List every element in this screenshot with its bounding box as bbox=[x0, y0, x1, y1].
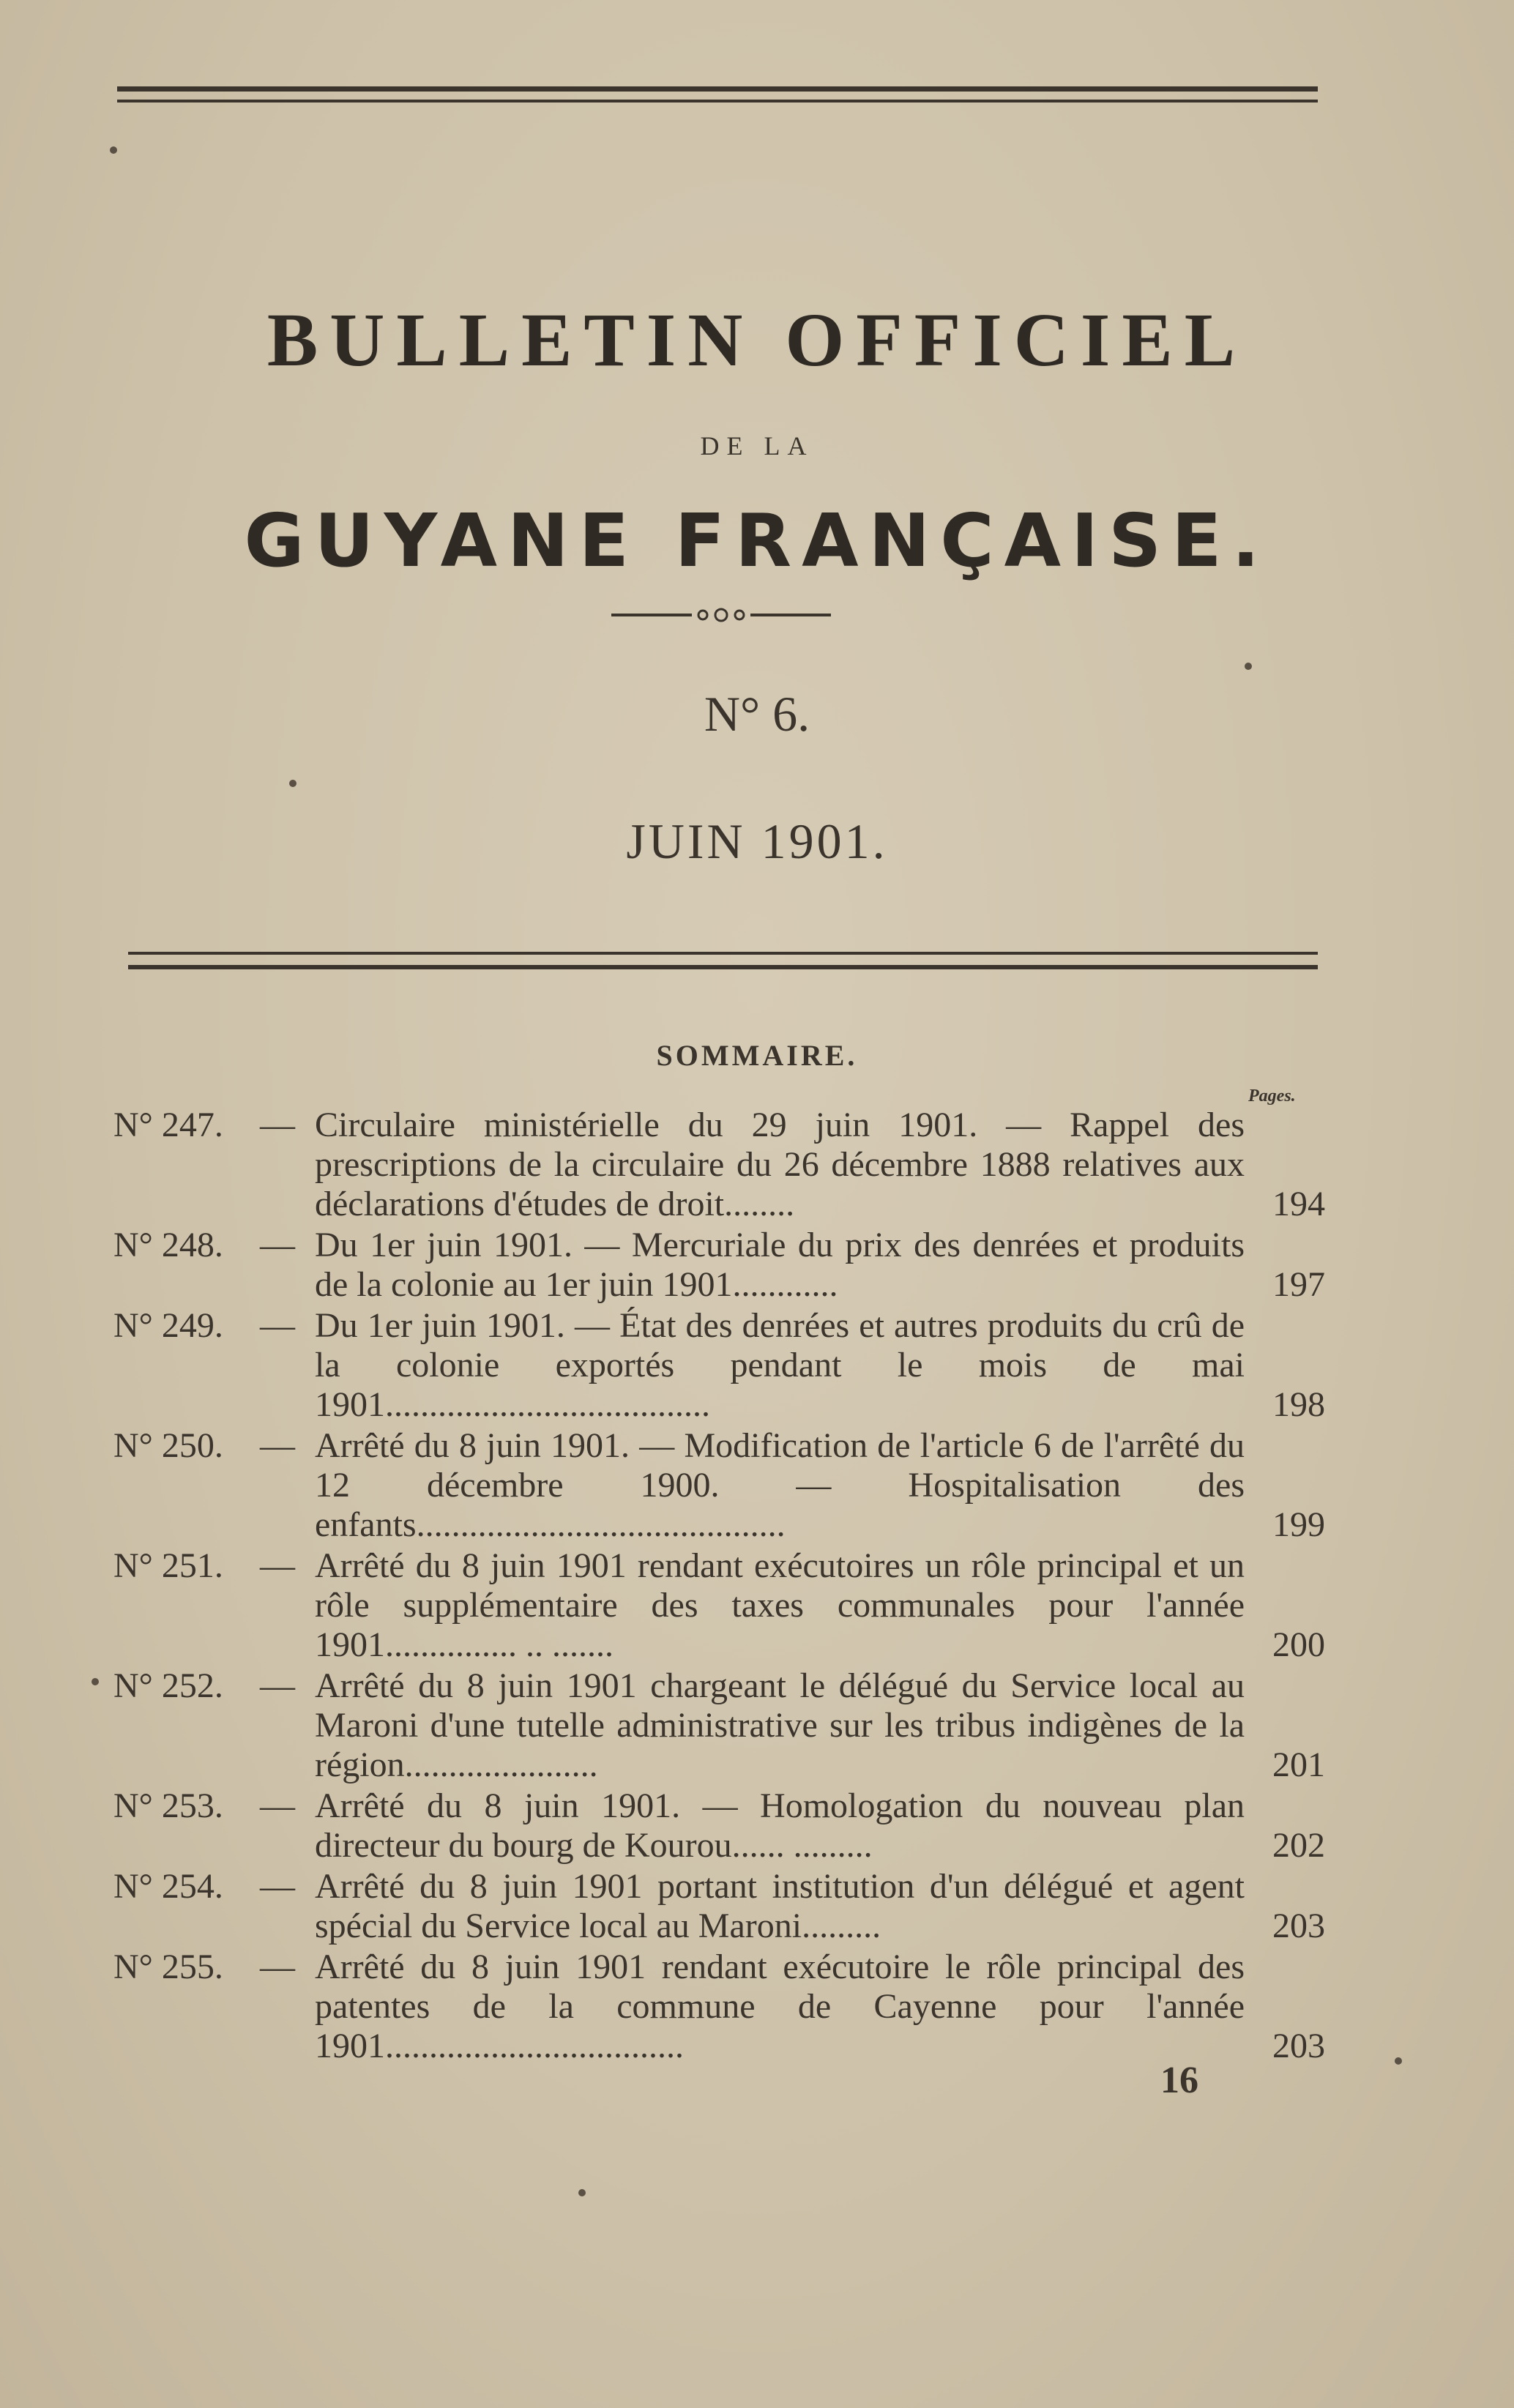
entry-dash: — bbox=[260, 1426, 295, 1465]
ink-speck bbox=[1245, 663, 1252, 670]
entry-text: Arrêté du 8 juin 1901 rendant exécutoires un rôle principal et un rôle supplémentaire des taxes communales pour l'année 1901............... .. ....... bbox=[315, 1546, 1245, 1664]
entry-dash: — bbox=[260, 1226, 295, 1264]
ornament-divider bbox=[611, 604, 831, 626]
ink-speck bbox=[289, 780, 297, 787]
bulletin-title: BULLETIN OFFICIEL bbox=[266, 298, 1248, 382]
entry-text: Arrêté du 8 juin 1901 chargeant le délégué du Service local au Maroni d'une tutelle administrative sur les tribus indigènes de la région...................... bbox=[315, 1666, 1245, 1784]
middle-double-rule bbox=[128, 952, 1318, 969]
toc-entry bbox=[110, 1306, 1325, 1425]
entry-dash: — bbox=[260, 1306, 295, 1345]
entry-dash: — bbox=[260, 1666, 295, 1705]
toc-entry bbox=[110, 1786, 1325, 1865]
ink-speck bbox=[110, 146, 117, 154]
signature-mark: 16 bbox=[1160, 2060, 1198, 2101]
entry-page: 202 bbox=[1272, 1826, 1325, 1865]
entry-page: 197 bbox=[1272, 1265, 1325, 1304]
toc-entry bbox=[110, 1867, 1325, 1946]
entry-dash: — bbox=[260, 1546, 295, 1585]
entry-page: 199 bbox=[1272, 1505, 1325, 1544]
entry-text: Du 1er juin 1901. — État des denrées et autres produits du crû de la colonie exportés pendant le mois de mai 1901..................................... bbox=[315, 1306, 1245, 1424]
entry-text: Du 1er juin 1901. — Mercuriale du prix des denrées et produits de la colonie au 1er juin 1901............ bbox=[315, 1226, 1245, 1304]
issue-number: N° 6. bbox=[704, 686, 810, 742]
toc-entry bbox=[110, 1226, 1325, 1305]
entry-page: 200 bbox=[1272, 1625, 1325, 1664]
entry-number: N° 254. bbox=[113, 1867, 223, 1906]
ink-speck bbox=[578, 2189, 586, 2196]
toc-entry bbox=[110, 1546, 1325, 1665]
entry-text: Circulaire ministérielle du 29 juin 1901. — Rappel des prescriptions de la circulaire du 26 décembre 1888 relatives aux déclarations d'études de droit........ bbox=[315, 1106, 1245, 1223]
entry-number: N° 252. bbox=[113, 1666, 223, 1705]
entry-text: Arrêté du 8 juin 1901 rendant exécutoire le rôle principal des patentes de la commune de Cayenne pour l'année 1901.................................. bbox=[315, 1947, 1245, 2065]
entry-text: Arrêté du 8 juin 1901. — Modification de l'article 6 de l'arrêté du 12 décembre 1900. — Hospitalisation des enfants.......................................... bbox=[315, 1426, 1245, 1544]
entry-page: 201 bbox=[1272, 1745, 1325, 1784]
entry-text: Arrêté du 8 juin 1901. — Homologation du nouveau plan directeur du bourg de Kourou...... ......... bbox=[315, 1786, 1245, 1865]
entry-number: N° 251. bbox=[113, 1546, 223, 1585]
ink-speck bbox=[1395, 2057, 1402, 2065]
toc-entry bbox=[110, 1426, 1325, 1545]
table-of-contents bbox=[110, 1106, 1325, 2068]
entry-dash: — bbox=[260, 1786, 295, 1825]
entry-dash: — bbox=[260, 1867, 295, 1906]
entry-number: N° 248. bbox=[113, 1226, 223, 1264]
entry-page: 203 bbox=[1272, 1906, 1325, 1945]
top-double-rule bbox=[117, 86, 1318, 102]
pages-column-label: Pages. bbox=[1248, 1086, 1296, 1106]
toc-entry bbox=[110, 1947, 1325, 2066]
entry-page: 198 bbox=[1272, 1385, 1325, 1424]
bulletin-subtitle: DE LA bbox=[700, 431, 814, 461]
entry-number: N° 249. bbox=[113, 1306, 223, 1345]
colony-name: GUYANE FRANÇAISE. bbox=[244, 498, 1270, 584]
entry-page: 194 bbox=[1272, 1185, 1325, 1223]
toc-entry bbox=[110, 1666, 1325, 1785]
entry-dash: — bbox=[260, 1106, 295, 1144]
issue-date: JUIN 1901. bbox=[626, 813, 888, 869]
ink-speck bbox=[92, 1678, 99, 1685]
entry-number: N° 255. bbox=[113, 1947, 223, 1986]
toc-entry bbox=[110, 1106, 1325, 1224]
entry-page: 203 bbox=[1272, 2027, 1325, 2065]
entry-text: Arrêté du 8 juin 1901 portant institution d'un délégué et agent spécial du Service local au Maroni......... bbox=[315, 1867, 1245, 1945]
summary-heading: SOMMAIRE. bbox=[656, 1039, 858, 1072]
entry-dash: — bbox=[260, 1947, 295, 1986]
entry-number: N° 250. bbox=[113, 1426, 223, 1465]
entry-number: N° 247. bbox=[113, 1106, 223, 1144]
entry-number: N° 253. bbox=[113, 1786, 223, 1825]
